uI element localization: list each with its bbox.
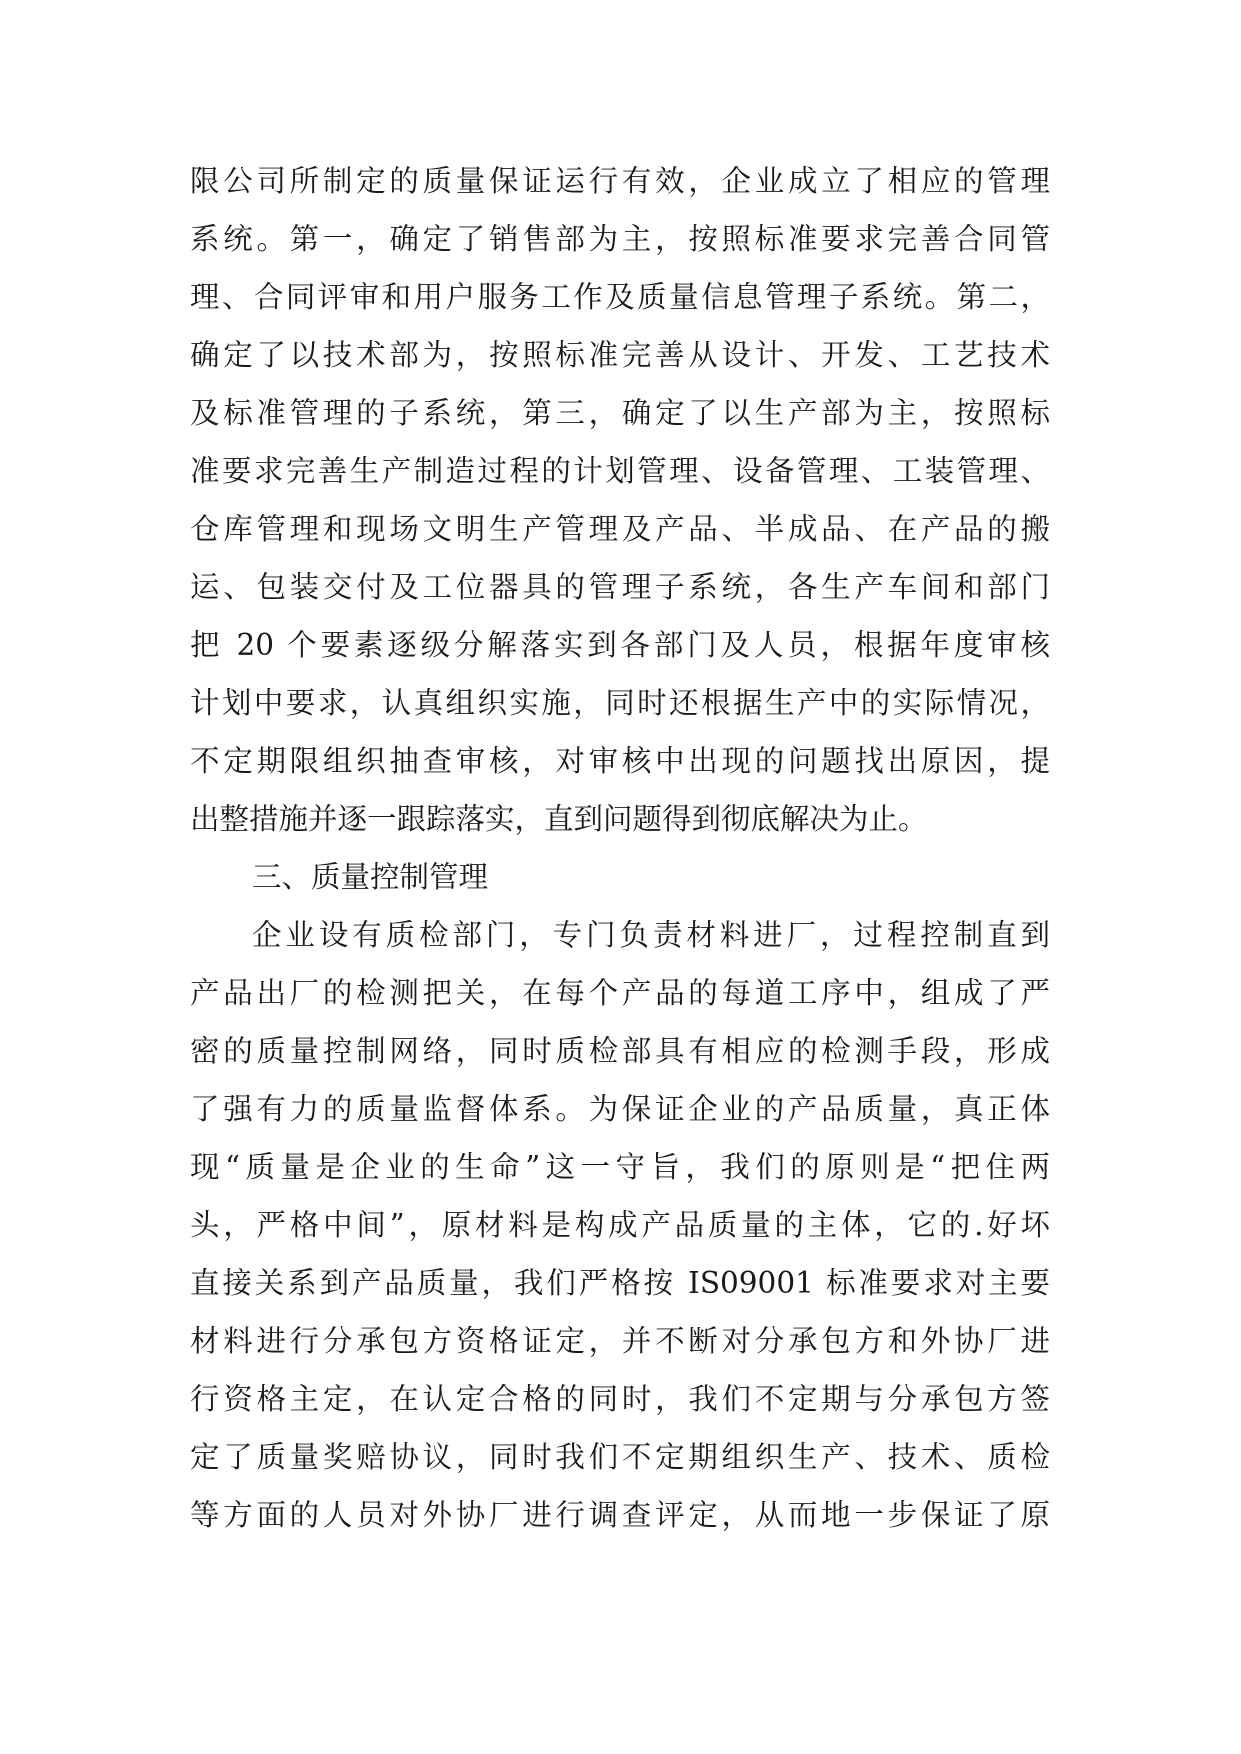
text-line: 行资格主定，在认定合格的同时，我们不定期与分承包方签 <box>190 1382 1050 1416</box>
text-line: 准要求完善生产制造过程的计划管理、设备管理、工装管理、 <box>190 454 1050 488</box>
text-line: 直接关系到产品质量，我们严格按 IS09001 标准要求对主要 <box>190 1266 1050 1300</box>
text-line: 定了质量奖赔协议，同时我们不定期组织生产、技术、质检 <box>190 1440 1050 1474</box>
text-line: 确定了以技术部为，按照标准完善从设计、开发、工艺技术 <box>190 338 1050 372</box>
section-heading: 三、质量控制管理 <box>252 860 489 894</box>
paragraph-quality-control <box>190 906 1050 1544</box>
text-line: 运、包装交付及工位器具的管理子系统，各生产车间和部门 <box>190 570 1050 604</box>
text-line: 了强有力的质量监督体系。为保证企业的产品质量，真正体 <box>190 1092 1050 1126</box>
text-line: 不定期限组织抽查审核，对审核中出现的问题找出原因，提 <box>190 744 1050 778</box>
text-line: 密的质量控制网络，同时质检部具有相应的检测手段，形成 <box>190 1034 1050 1068</box>
document-body <box>190 152 1050 1544</box>
text-line: 计划中要求，认真组织实施，同时还根据生产中的实际情况， <box>190 686 1050 720</box>
text-line: 现“质量是企业的生命”这一守旨，我们的原则是“把住两 <box>190 1150 1050 1184</box>
text-line: 把 20 个要素逐级分解落实到各部门及人员，根据年度审核 <box>190 628 1050 662</box>
text-line: 等方面的人员对外协厂进行调查评定，从而地一步保证了原 <box>190 1498 1050 1532</box>
text-line: 产品出厂的检测把关，在每个产品的每道工序中，组成了严 <box>190 976 1050 1010</box>
text-line: 企业设有质检部门，专门负责材料进厂，过程控制直到 <box>252 918 1050 952</box>
text-line: 及标准管理的子系统，第三，确定了以生产部为主，按照标 <box>190 396 1050 430</box>
text-line: 出整措施并逐一跟踪落实，直到问题得到彻底解决为止。 <box>190 802 928 836</box>
text-line: 限公司所制定的质量保证运行有效，企业成立了相应的管理 <box>190 164 1050 198</box>
text-line: 理、合同评审和用户服务工作及质量信息管理子系统。第二， <box>190 280 1050 314</box>
text-line: 头，严格中间”，原材料是构成产品质量的主体，它的.好坏 <box>190 1208 1050 1242</box>
paragraph-management-system <box>190 152 1050 848</box>
text-line: 材料进行分承包方资格证定，并不断对分承包方和外协厂进 <box>190 1324 1050 1358</box>
text-line: 系统。第一，确定了销售部为主，按照标准要求完善合同管 <box>190 222 1050 256</box>
text-line: 仓库管理和现场文明生产管理及产品、半成品、在产品的搬 <box>190 512 1050 546</box>
